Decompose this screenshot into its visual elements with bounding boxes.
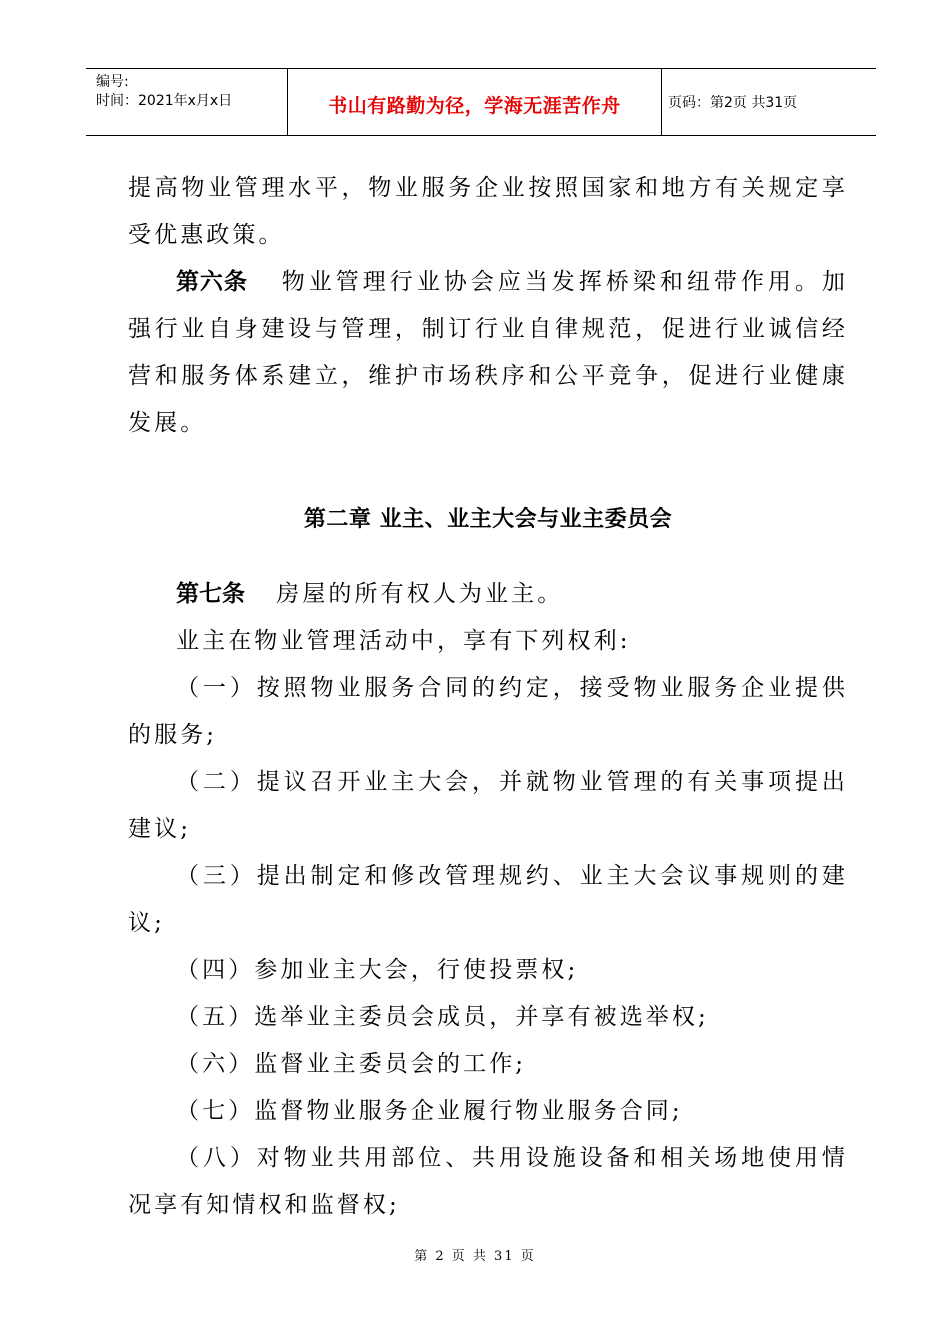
right-item: （五）选举业主委员会成员，并享有被选举权; [176,1004,709,1030]
article-6-title: 第六条 [176,269,248,295]
chapter-title: 第二章 业主、业主大会与业主委员会 [303,507,673,532]
article-7-title: 第七条 [176,581,245,607]
article-7-text: 房屋的所有权人为业主。 [245,581,564,607]
right-item: （八）对物业共用部位、共用设施设备和相关场地使用情况享有知情权和监督权; [128,1145,848,1218]
document-body [128,165,848,1229]
right-item: （二）提议召开业主大会，并就物业管理的有关事项提出建议; [128,769,848,842]
right-item: （七）监督物业服务企业履行物业服务合同; [176,1098,683,1124]
right-item: （六）监督业主委员会的工作; [176,1051,527,1077]
article-6-text: 物业管理行业协会应当发挥桥梁和纽带作用。加强行业自身建设与管理，制订行业自律规范，促进行业诚信经营和服务体系建立，维护市场秩序和公平竞争，促进行业健康发展。 [128,269,848,436]
article-6 [128,259,848,447]
paragraph-continuation: 提高物业管理水平，物业服务企业按照国家和地方有关规定享受优惠政策。 [128,175,848,248]
document-number-label: 编号: [96,74,129,90]
rights-intro: 业主在物业管理活动中，享有下列权利: [176,628,631,654]
document-header [86,68,876,136]
article-7 [128,571,848,618]
page-footer: 第 2 页 共 31 页 [414,1249,536,1264]
right-item: （一）按照物业服务合同的约定，接受物业服务企业提供的服务; [128,675,848,748]
header-page-label: 页码：第2页 共31页 [668,95,798,111]
header-motto-cell [288,69,662,135]
header-page-cell [662,69,876,135]
document-time-label: 时间：2021年x月x日 [96,93,233,109]
right-item: （三）提出制定和修改管理规约、业主大会议事规则的建议; [128,863,848,936]
header-motto: 书山有路勤为径，学海无涯苦作舟 [328,94,621,117]
right-item: （四）参加业主大会，行使投票权; [176,957,579,983]
header-meta [86,69,288,135]
